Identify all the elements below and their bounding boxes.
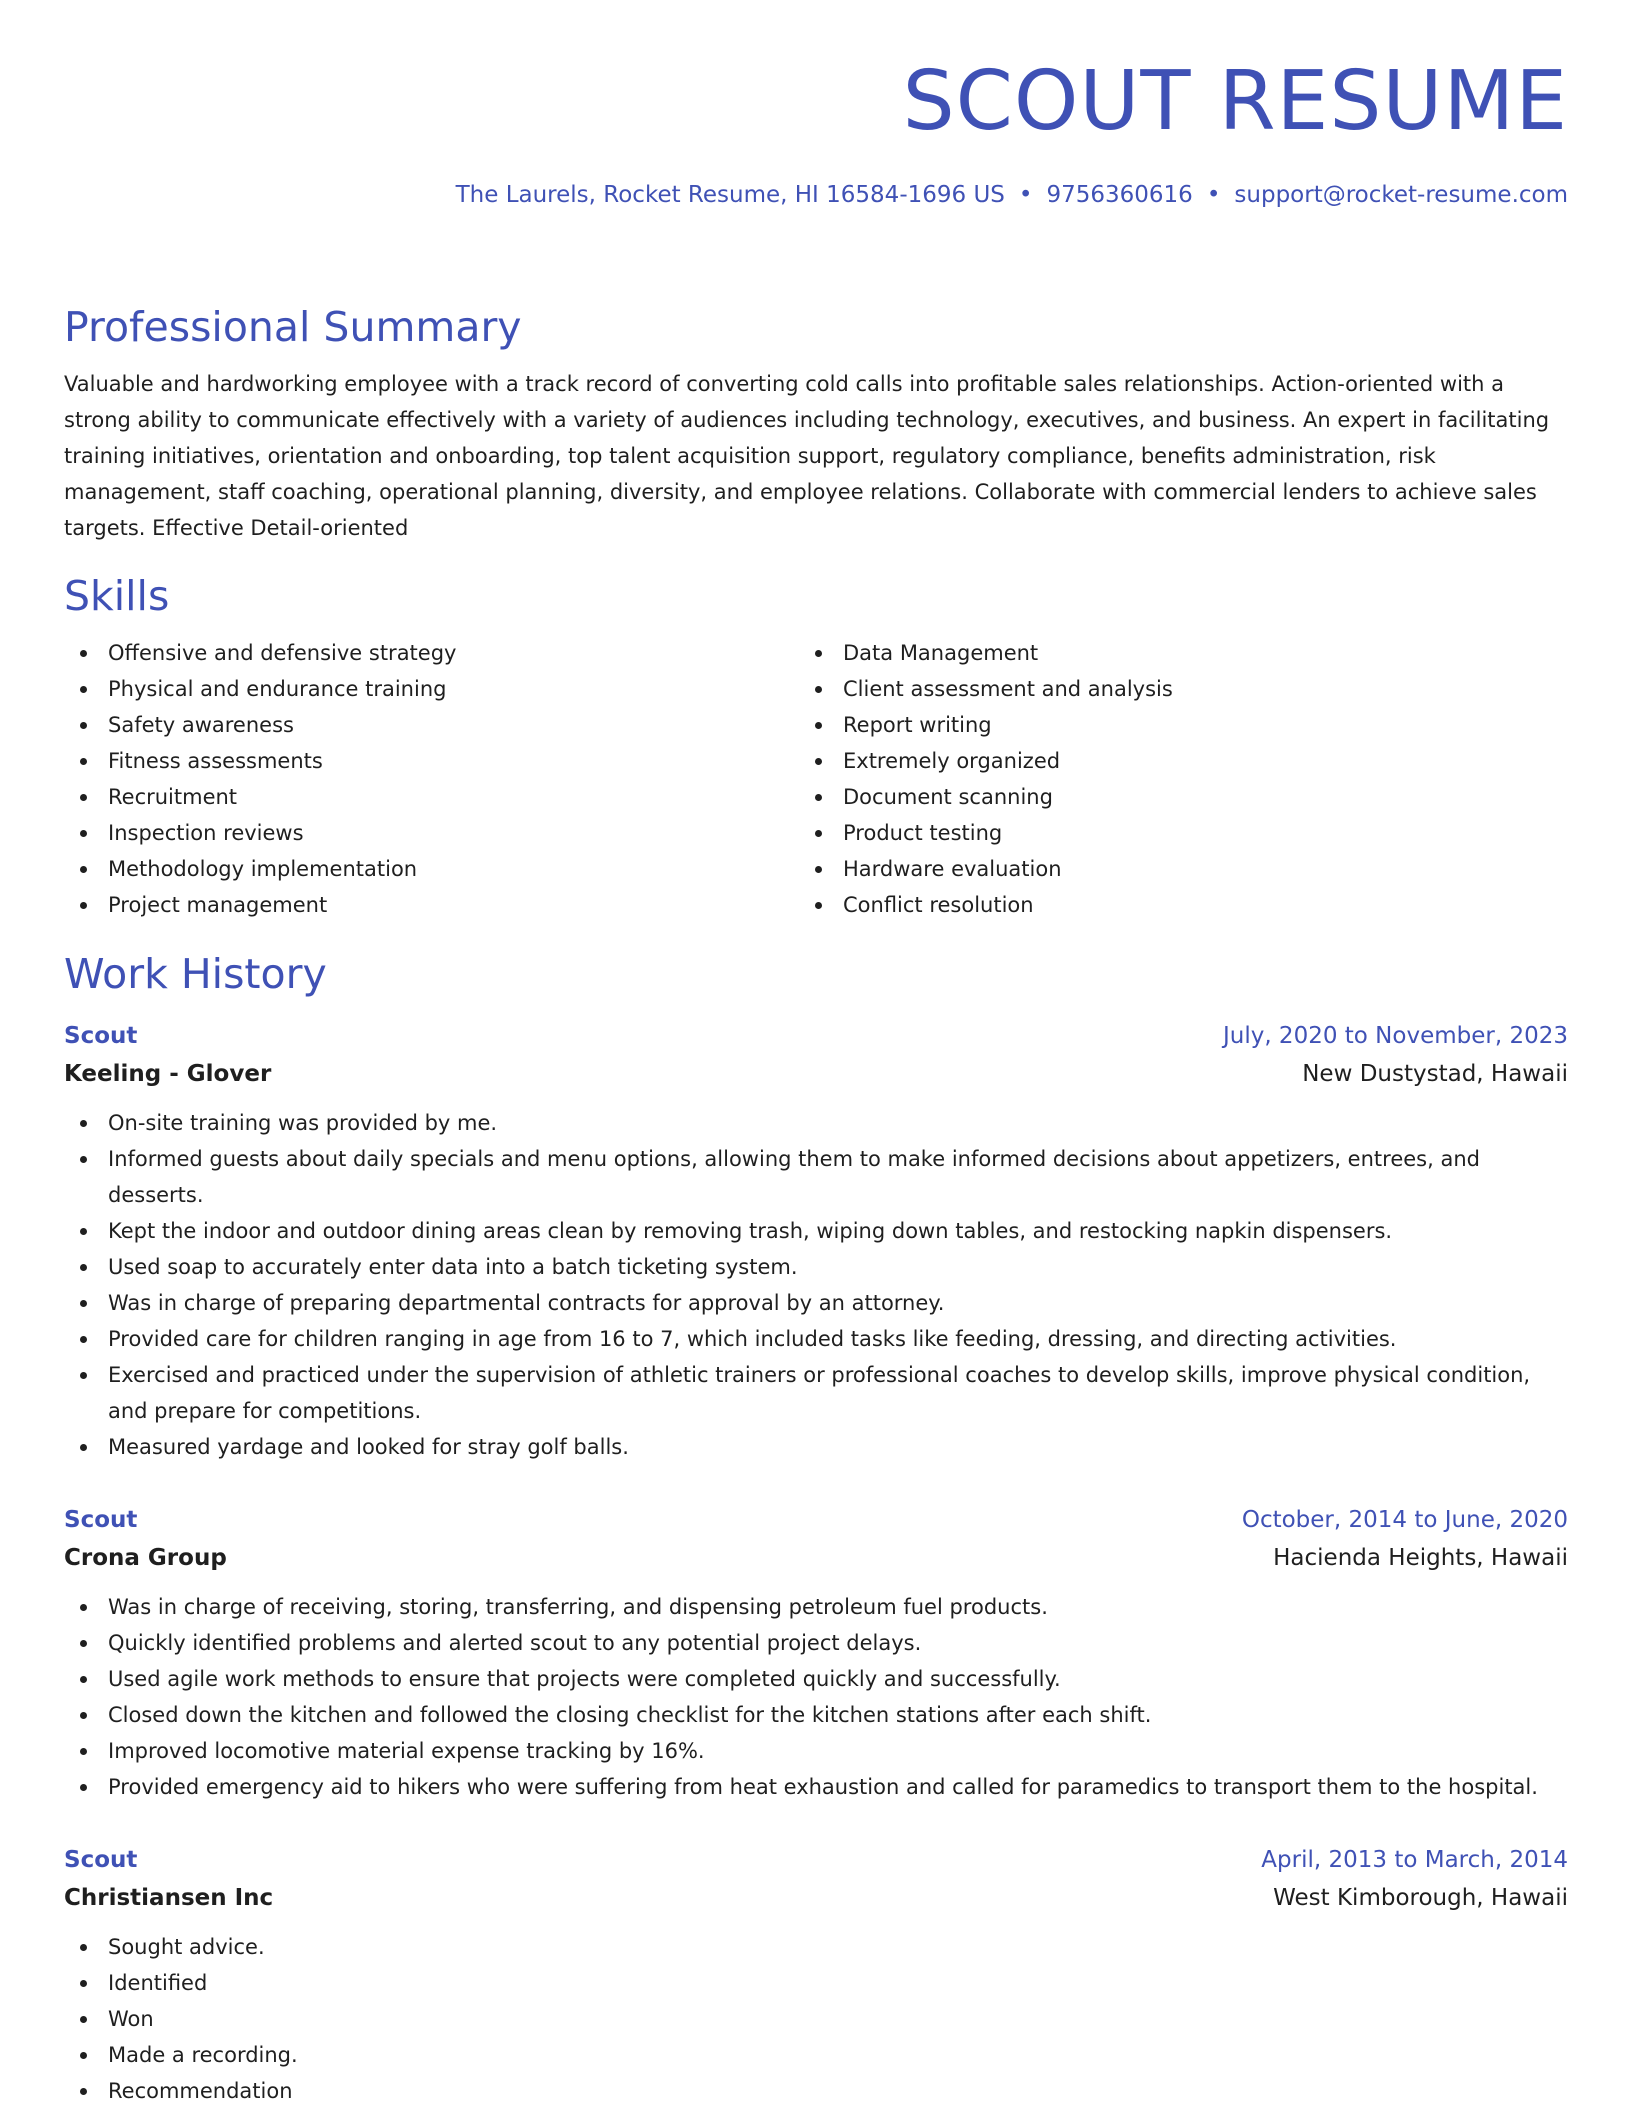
job-entry [64, 1017, 1568, 1465]
work-history-section [64, 949, 1568, 2109]
job-bullet: Provided care for children ranging in age from 16 to 7, which included tasks like feeding, dressing, and directing activities. [108, 1321, 1568, 1357]
skill-item: Hardware evaluation [843, 851, 1534, 887]
candidate-name: SCOUT RESUME [902, 54, 1568, 149]
job-bullet: Was in charge of preparing departmental contracts for approval by an attorney. [108, 1285, 1568, 1321]
contact-address: The Laurels, Rocket Resume, HI 16584-1696 US [455, 182, 1005, 208]
job-bullet: Identified [108, 1965, 1568, 2001]
job-location: Hacienda Heights, Hawaii [1273, 1545, 1568, 1571]
job-company: Christiansen Inc [64, 1885, 274, 1911]
skills-list-right [799, 635, 1534, 923]
skill-item: Project management [108, 887, 799, 923]
job-bullet: Closed down the kitchen and followed the closing checklist for the kitchen stations after each shift. [108, 1697, 1568, 1733]
job-bullet: Used soap to accurately enter data into a batch ticketing system. [108, 1249, 1568, 1285]
section-title-work-history: Work History [64, 950, 327, 998]
job-bullet: Used agile work methods to ensure that projects were completed quickly and successfully. [108, 1661, 1568, 1697]
skill-item: Report writing [843, 707, 1534, 743]
summary-text: Valuable and hardworking employee with a track record of converting cold calls into profitable sales relationships. Action-oriented with a strong ability to communicate effectively with a variety of audiences including technology, executives, and business. An expert in facilitating training initiatives, orientation and onboarding, top talent acquisition support, regulatory compliance, benefits administration, risk management, staff coaching, operational planning, diversity, and employee relations. Collaborate with commercial lenders to achieve sales targets. Effective Detail-oriented [64, 372, 1550, 540]
job-bullet: Sought advice. [108, 1929, 1568, 1965]
skill-item: Safety awareness [108, 707, 799, 743]
skill-item: Data Management [843, 635, 1534, 671]
job-dates: July, 2020 to November, 2023 [1222, 1023, 1568, 1049]
summary-section [64, 302, 1568, 546]
contact-phone: 9756360616 [1046, 182, 1193, 208]
job-heading-row [64, 1841, 1568, 1879]
contact-line [456, 180, 1568, 210]
job-bullet: Was in charge of receiving, storing, transferring, and dispensing petroleum fuel products. [108, 1589, 1568, 1625]
job-company-row [64, 1879, 1568, 1917]
skill-item: Product testing [843, 815, 1534, 851]
job-bullet: Improved locomotive material expense tracking by 16%. [108, 1733, 1568, 1769]
skills-columns [64, 635, 1568, 923]
job-bullet: Measured yardage and looked for stray golf balls. [108, 1429, 1568, 1465]
job-bullets [64, 1589, 1568, 1805]
job-bullet: Exercised and practiced under the supervision of athletic trainers or professional coaches to develop skills, improve physical condition, and prepare for competitions. [108, 1357, 1568, 1429]
skill-item: Document scanning [843, 779, 1534, 815]
job-bullet: Made a recording. [108, 2037, 1568, 2073]
job-entry [64, 1841, 1568, 2109]
job-title: Scout [64, 1507, 138, 1533]
job-dates: October, 2014 to June, 2020 [1241, 1507, 1568, 1533]
contact-separator: • [1206, 182, 1221, 208]
job-bullet: Provided emergency aid to hikers who were suffering from heat exhaustion and called for paramedics to transport them to the hospital. [108, 1769, 1568, 1805]
job-title: Scout [64, 1023, 138, 1049]
skill-item: Recruitment [108, 779, 799, 815]
skill-item: Fitness assessments [108, 743, 799, 779]
job-company-row [64, 1539, 1568, 1577]
section-title-skills: Skills [64, 572, 170, 620]
job-heading-row [64, 1017, 1568, 1055]
skill-item: Inspection reviews [108, 815, 799, 851]
skill-item: Client assessment and analysis [843, 671, 1534, 707]
job-bullet: Won [108, 2001, 1568, 2037]
job-bullets [64, 1929, 1568, 2109]
job-bullet: Quickly identified problems and alerted scout to any potential project delays. [108, 1625, 1568, 1661]
job-location: West Kimborough, Hawaii [1273, 1885, 1568, 1911]
job-bullet: Informed guests about daily specials and menu options, allowing them to make informed decisions about appetizers, entrees, and desserts. [108, 1141, 1568, 1213]
job-company-row [64, 1055, 1568, 1093]
skill-item: Methodology implementation [108, 851, 799, 887]
job-title: Scout [64, 1847, 138, 1873]
resume-header [64, 0, 1568, 302]
job-company: Keeling - Glover [64, 1061, 272, 1087]
skills-list-left [64, 635, 799, 923]
job-bullets [64, 1105, 1568, 1465]
job-company: Crona Group [64, 1545, 227, 1571]
job-heading-row [64, 1501, 1568, 1539]
contact-separator: • [1018, 182, 1033, 208]
skill-item: Conflict resolution [843, 887, 1534, 923]
job-bullet: On-site training was provided by me. [108, 1105, 1568, 1141]
job-location: New Dustystad, Hawaii [1302, 1061, 1568, 1087]
skill-item: Physical and endurance training [108, 671, 799, 707]
job-bullet: Recommendation [108, 2073, 1568, 2109]
contact-email[interactable]: support@rocket-resume.com [1234, 182, 1568, 208]
job-entry [64, 1501, 1568, 1805]
skill-item: Offensive and defensive strategy [108, 635, 799, 671]
skill-item: Extremely organized [843, 743, 1534, 779]
job-dates: April, 2013 to March, 2014 [1261, 1847, 1568, 1873]
section-title-summary: Professional Summary [64, 303, 522, 351]
job-bullet: Kept the indoor and outdoor dining areas clean by removing trash, wiping down tables, and restocking napkin dispensers. [108, 1213, 1568, 1249]
skills-section [64, 571, 1568, 923]
